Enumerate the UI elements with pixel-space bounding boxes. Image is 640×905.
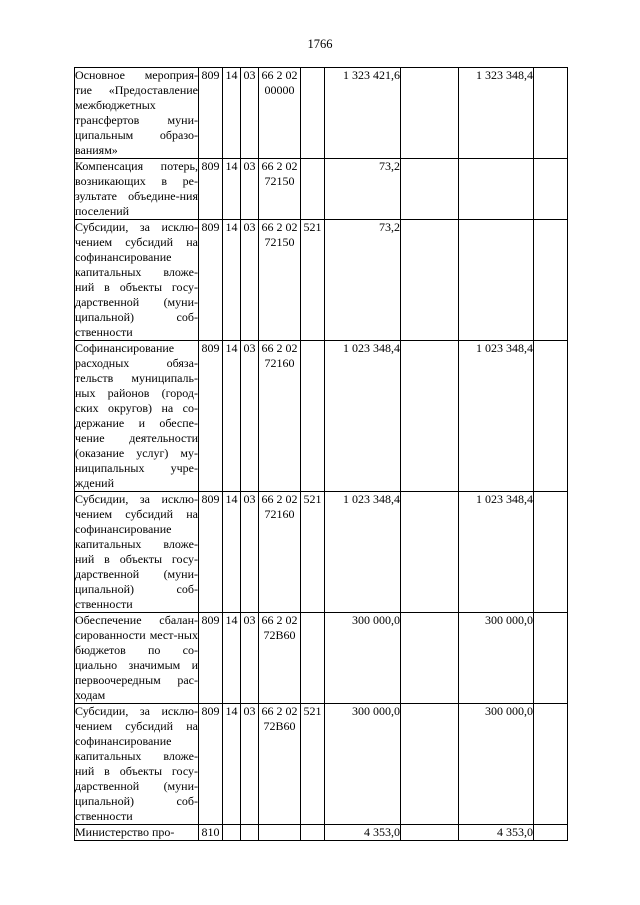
table-row bbox=[75, 341, 568, 492]
row-description: Софинансирование расходных обяза-тельств муниципаль-ных районов (город-ских округов) на со-держание и обеспе-чение деятельности (оказание услуг) му-ниципальных учре-ждений bbox=[75, 341, 198, 490]
section-code bbox=[223, 825, 241, 841]
ministry-code: 809 bbox=[199, 220, 223, 341]
amount-column-3: 300 000,0 bbox=[459, 613, 534, 704]
target-article-code: 66 2 02 00000 bbox=[259, 68, 301, 159]
target-article-code: 66 2 02 72В60 bbox=[259, 704, 301, 825]
amount-column-1: 300 000,0 bbox=[325, 613, 401, 704]
amount-column-2 bbox=[401, 825, 459, 841]
target-article-code: 66 2 02 72160 bbox=[259, 341, 301, 492]
amount-column-2 bbox=[401, 68, 459, 159]
section-code: 14 bbox=[223, 492, 241, 613]
amount-column-1: 1 023 348,4 bbox=[325, 341, 401, 492]
amount-column-4 bbox=[534, 825, 568, 841]
target-article-code: 66 2 02 72В60 bbox=[259, 613, 301, 704]
target-article-code bbox=[259, 825, 301, 841]
subsection-code bbox=[241, 825, 259, 841]
row-description: Субсидии, за исклю-чением субсидий на софинансирование капитальных вложе-ний в объекты госу-дарственной (муни-ципальной) соб-ственности bbox=[75, 492, 198, 611]
ministry-code: 809 bbox=[199, 68, 223, 159]
amount-column-1: 1 023 348,4 bbox=[325, 492, 401, 613]
page-number: 1766 bbox=[307, 37, 333, 51]
expense-type-code: 521 bbox=[301, 220, 325, 341]
section-code: 14 bbox=[223, 220, 241, 341]
target-article-code: 66 2 02 72150 bbox=[259, 220, 301, 341]
row-description: Основное мероприя-тие «Предоставление межбюджетных трансфертов муни-ципальным образо-ваниям» bbox=[75, 68, 198, 157]
amount-column-2 bbox=[401, 492, 459, 613]
expense-type-code bbox=[301, 68, 325, 159]
amount-column-3 bbox=[459, 159, 534, 220]
subsection-code: 03 bbox=[241, 704, 259, 825]
row-description: Субсидии, за исклю-чением субсидий на софинансирование капитальных вложе-ний в объекты госу-дарственной (муни-ципальной) соб-ственности bbox=[75, 220, 198, 339]
expense-type-code: 521 bbox=[301, 704, 325, 825]
amount-column-4 bbox=[534, 492, 568, 613]
subsection-code: 03 bbox=[241, 341, 259, 492]
amount-column-2 bbox=[401, 613, 459, 704]
amount-column-1: 73,2 bbox=[325, 220, 401, 341]
expense-type-code bbox=[301, 341, 325, 492]
section-code: 14 bbox=[223, 341, 241, 492]
table-row bbox=[75, 613, 568, 704]
amount-column-2 bbox=[401, 341, 459, 492]
table-row bbox=[75, 220, 568, 341]
section-code: 14 bbox=[223, 68, 241, 159]
table-row bbox=[75, 68, 568, 159]
amount-column-1: 1 323 421,6 bbox=[325, 68, 401, 159]
amount-column-2 bbox=[401, 704, 459, 825]
table-row bbox=[75, 825, 568, 841]
row-description: Субсидии, за исклю-чением субсидий на софинансирование капитальных вложе-ний в объекты госу-дарственной (муни-ципальной) соб-ственности bbox=[75, 704, 198, 823]
amount-column-4 bbox=[534, 159, 568, 220]
subsection-code: 03 bbox=[241, 68, 259, 159]
subsection-code: 03 bbox=[241, 492, 259, 613]
row-description: Компенсация потерь, возникающих в ре-зультате объедине-ния поселений bbox=[75, 159, 198, 218]
expense-type-code bbox=[301, 613, 325, 704]
ministry-code: 809 bbox=[199, 341, 223, 492]
amount-column-3: 4 353,0 bbox=[459, 825, 534, 841]
budget-table bbox=[74, 67, 568, 841]
ministry-code: 809 bbox=[199, 492, 223, 613]
subsection-code: 03 bbox=[241, 159, 259, 220]
amount-column-4 bbox=[534, 341, 568, 492]
table-row bbox=[75, 492, 568, 613]
amount-column-2 bbox=[401, 159, 459, 220]
amount-column-4 bbox=[534, 68, 568, 159]
expense-type-code: 521 bbox=[301, 492, 325, 613]
amount-column-3: 300 000,0 bbox=[459, 704, 534, 825]
row-description: Обеспечение сбалан-сированности мест-ных бюджетов по со-циально значимым и первоочередным рас-ходам bbox=[75, 613, 198, 702]
target-article-code: 66 2 02 72150 bbox=[259, 159, 301, 220]
amount-column-3 bbox=[459, 220, 534, 341]
amount-column-3: 1 023 348,4 bbox=[459, 492, 534, 613]
ministry-code: 810 bbox=[199, 825, 223, 841]
amount-column-1: 73,2 bbox=[325, 159, 401, 220]
amount-column-2 bbox=[401, 220, 459, 341]
amount-column-4 bbox=[534, 220, 568, 341]
target-article-code: 66 2 02 72160 bbox=[259, 492, 301, 613]
section-code: 14 bbox=[223, 159, 241, 220]
row-description: Министерство про- bbox=[75, 825, 199, 841]
amount-column-4 bbox=[534, 704, 568, 825]
amount-column-3: 1 023 348,4 bbox=[459, 341, 534, 492]
subsection-code: 03 bbox=[241, 613, 259, 704]
ministry-code: 809 bbox=[199, 704, 223, 825]
expense-type-code bbox=[301, 825, 325, 841]
subsection-code: 03 bbox=[241, 220, 259, 341]
amount-column-3: 1 323 348,4 bbox=[459, 68, 534, 159]
ministry-code: 809 bbox=[199, 613, 223, 704]
section-code: 14 bbox=[223, 704, 241, 825]
amount-column-1: 4 353,0 bbox=[325, 825, 401, 841]
section-code: 14 bbox=[223, 613, 241, 704]
budget-table-body bbox=[75, 68, 568, 841]
expense-type-code bbox=[301, 159, 325, 220]
table-row bbox=[75, 704, 568, 825]
table-row bbox=[75, 159, 568, 220]
amount-column-4 bbox=[534, 613, 568, 704]
amount-column-1: 300 000,0 bbox=[325, 704, 401, 825]
ministry-code: 809 bbox=[199, 159, 223, 220]
